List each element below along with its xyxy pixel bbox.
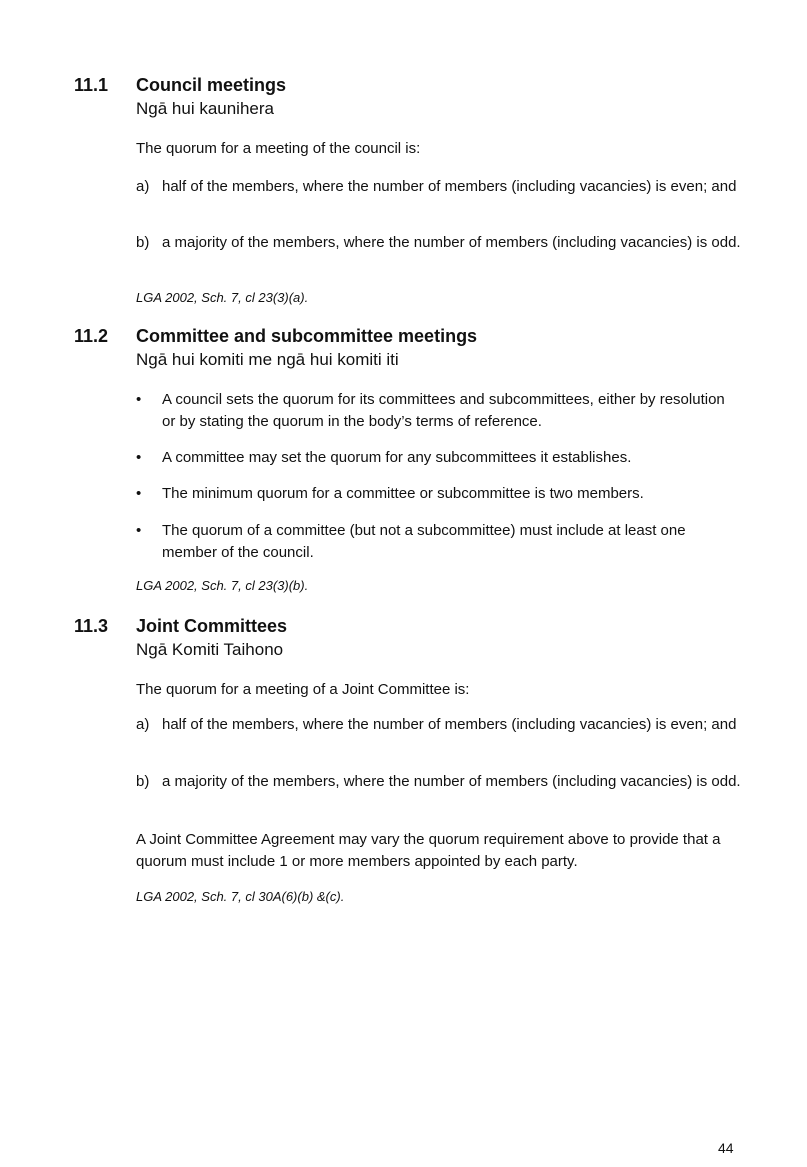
list-item: a) half of the members, where the number of members (including vacancies) is even; and [136,178,737,195]
section-number: 11.2 [74,326,109,346]
list-item: b) a majority of the members, where the number of members (including vacancies) is odd. [136,773,741,790]
section-subtitle: Ngā Komiti Taihono [136,640,284,659]
list-item: • The minimum quorum for a committee or subcommittee is two members. [136,485,644,502]
citation: LGA 2002, Sch. 7, cl 23(3)(a). [136,290,309,305]
list-item: • The quorum of a committee (but not a subcommittee) must include at least one member of the council. [136,522,686,561]
section-title: Committee and subcommittee meetings [136,326,478,346]
page-number: 44 [718,1140,734,1156]
section-number: 11.3 [74,616,109,636]
section-number: 11.1 [74,75,109,95]
intro: The quorum for a meeting of a Joint Committee is: [136,681,470,698]
section-subtitle: Ngā hui kaunihera [136,99,274,118]
intro: The quorum for a meeting of the council is: [136,140,421,157]
citation: LGA 2002, Sch. 7, cl 23(3)(b). [136,578,309,593]
list-item: • A committee may set the quorum for any subcommittees it establishes. [136,449,632,466]
outro: A Joint Committee Agreement may vary the quorum requirement above to provide that a quorum must include 1 or more members appointed by each party. [136,831,721,870]
list-item: b) a majority of the members, where the number of members (including vacancies) is odd. [136,234,741,251]
section-title: Joint Committees [136,616,288,636]
list-item: • A council sets the quorum for its committees and subcommittees, either by resolution or by stating the quorum in the body’s terms of reference. [136,391,725,430]
section-title: Council meetings [136,75,287,95]
list-item: a) half of the members, where the number of members (including vacancies) is even; and [136,716,737,733]
section-subtitle: Ngā hui komiti me ngā hui komiti iti [136,350,399,369]
citation: LGA 2002, Sch. 7, cl 30A(6)(b) &(c). [136,889,345,904]
